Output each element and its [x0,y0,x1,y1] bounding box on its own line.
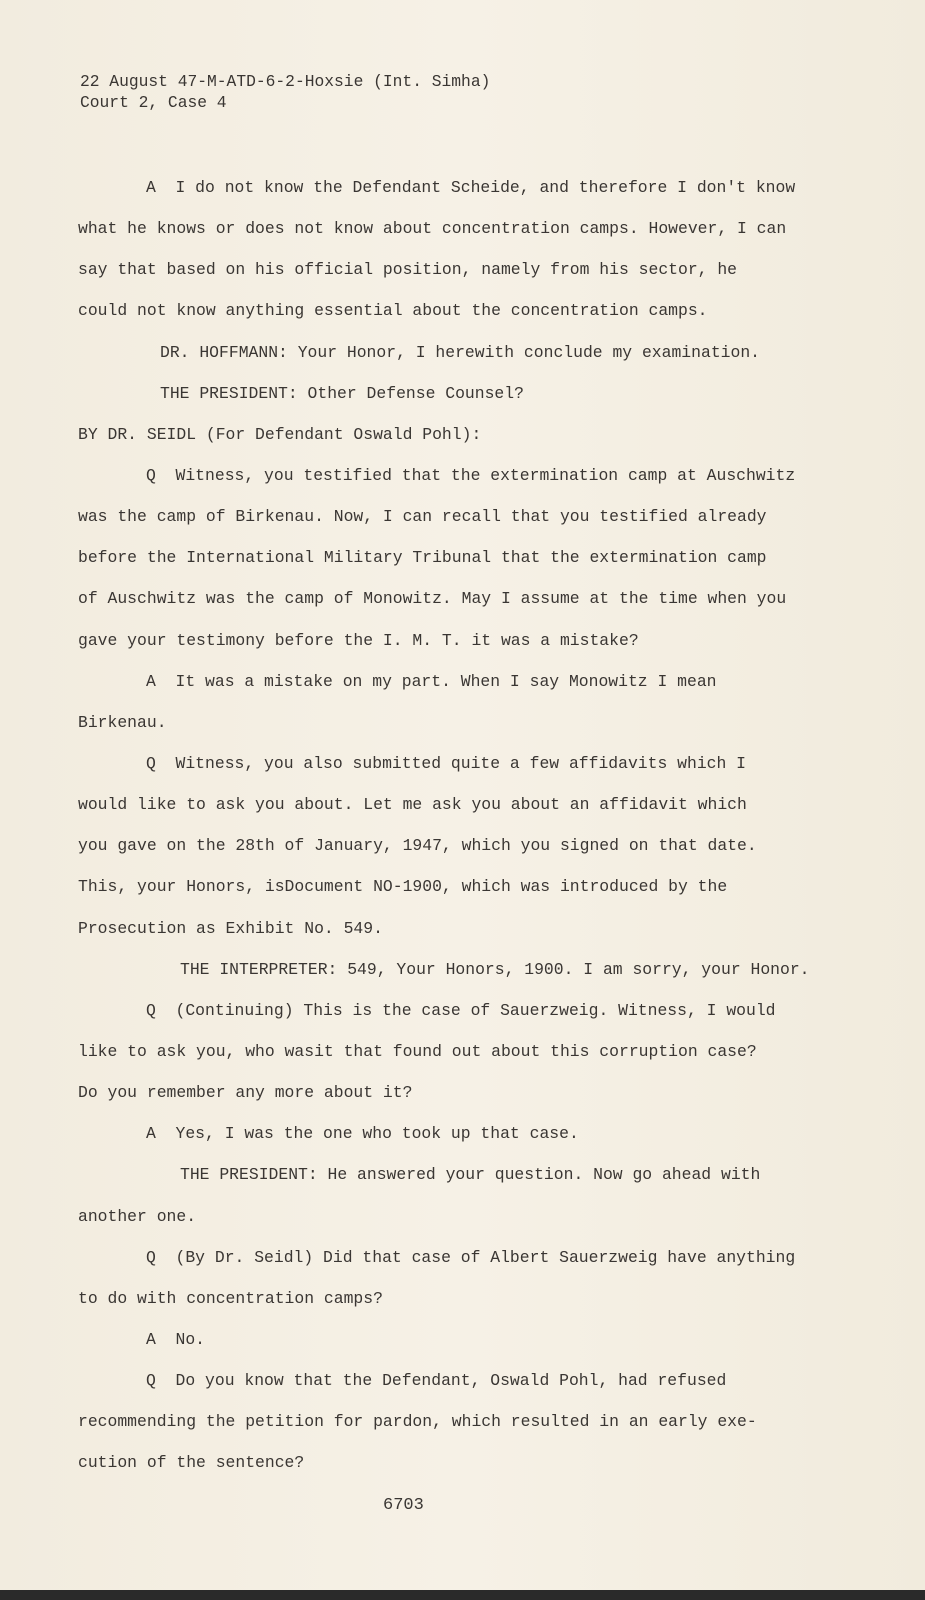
text-line: gave your testimony before the I. M. T. it was a mistake? [78,630,639,650]
text-line: could not know anything essential about the concentration camps. [78,301,708,321]
text-line: Q Do you know that the Defendant, Oswald Pohl, had refused [146,1371,727,1391]
text-line: Q (By Dr. Seidl) Did that case of Albert Sauerzweig have anything [146,1247,796,1267]
text-line: say that based on his official position, namely from his sector, he [78,260,738,280]
text-line: THE INTERPRETER: 549, Your Honors, 1900. I am sorry, your Honor. [180,959,810,979]
text-line: to do with concentration camps? [78,1288,383,1308]
text-line: A No. [146,1329,206,1349]
text-line: cution of the sentence? [78,1453,305,1473]
text-line: you gave on the 28th of January, 1947, which you signed on that date. [78,836,757,856]
text-line: like to ask you, who wasit that found out about this corruption case? [78,1041,757,1061]
text-line: Q Witness, you also submitted quite a few affidavits which I [146,753,746,773]
text-line: would like to ask you about. Let me ask you about an affidavit which [78,795,747,815]
text-line: recommending the petition for pardon, which resulted in an early exe- [78,1412,757,1432]
text-line: THE PRESIDENT: He answered your question. Now go ahead with [180,1165,761,1185]
text-line: before the International Military Tribunal that the extermination camp [78,548,767,568]
text-line: A It was a mistake on my part. When I say Monowitz I mean [146,671,717,691]
text-line: Q (Continuing) This is the case of Sauerzweig. Witness, I would [146,1000,776,1020]
text-line: Birkenau. [78,712,167,732]
text-line: of Auschwitz was the camp of Monowitz. May I assume at the time when you [78,589,787,609]
text-line: BY DR. SEIDL (For Defendant Oswald Pohl): [78,424,482,444]
text-line: Q Witness, you testified that the extermination camp at Auschwitz [146,465,796,485]
text-line: A I do not know the Defendant Scheide, and therefore I don't know [146,178,796,197]
text-line: DR. HOFFMANN: Your Honor, I herewith conclude my examination. [160,342,760,362]
text-line: This, your Honors, isDocument NO-1900, which was introduced by the [78,877,728,897]
text-line: A Yes, I was the one who took up that case. [146,1124,579,1144]
page-number: 6703 [383,1496,424,1515]
text-line: Prosecution as Exhibit No. 549. [78,918,383,938]
header-line-1: 22 August 47-M-ATD-6-2-Hoxsie (Int. Simha) [80,72,491,91]
text-line: what he knows or does not know about concentration camps. However, I can [78,219,787,239]
scan-edge [0,1590,925,1600]
text-line: another one. [78,1206,197,1226]
text-line: THE PRESIDENT: Other Defense Counsel? [160,383,524,403]
text-line: Do you remember any more about it? [78,1083,413,1103]
text-line: was the camp of Birkenau. Now, I can recall that you testified already [78,507,767,527]
header-line-2: Court 2, Case 4 [80,93,227,112]
transcript-body [0,177,925,1494]
